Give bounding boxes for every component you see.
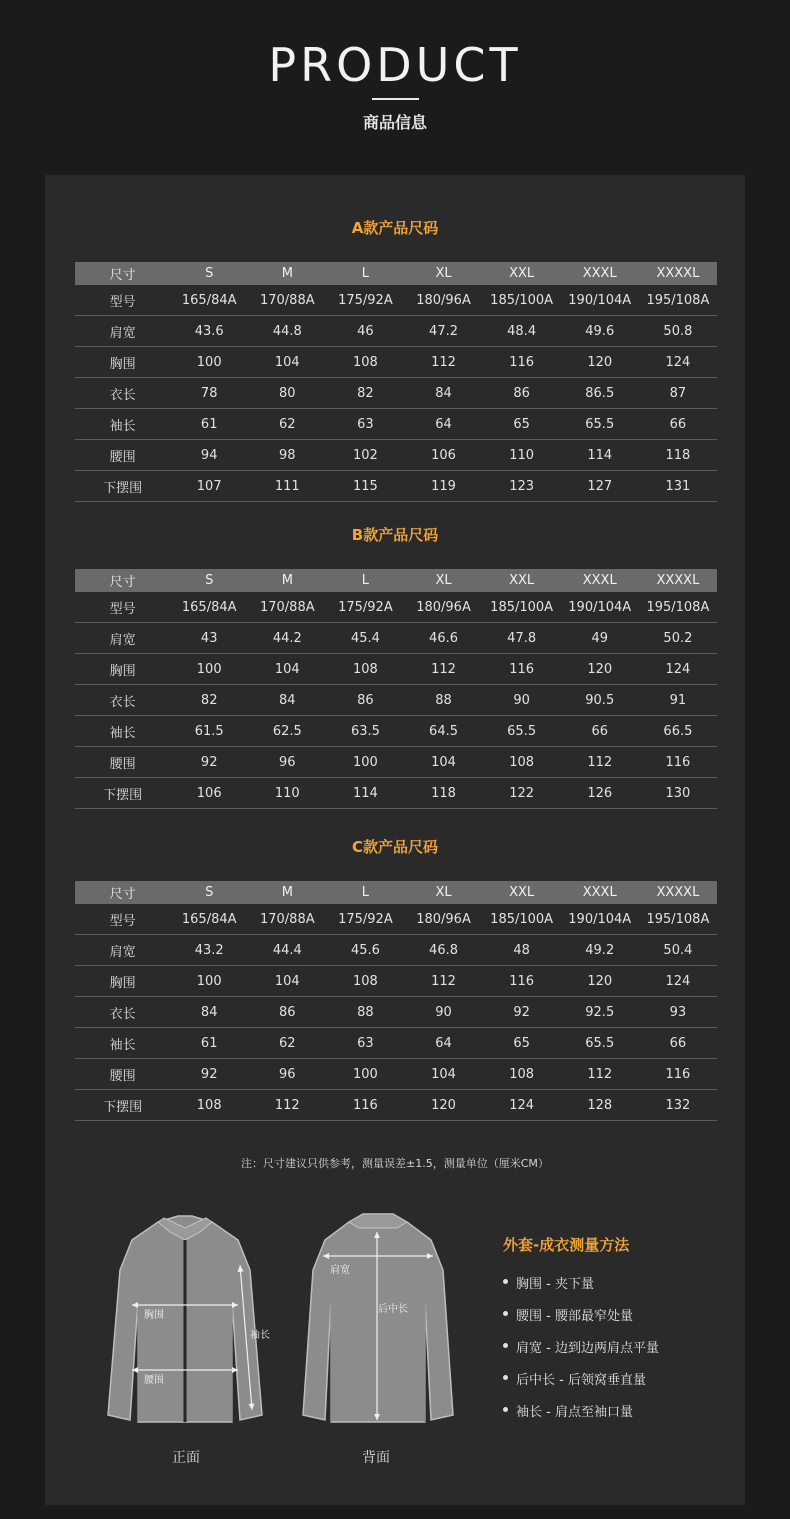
table-cell: 195/108A: [639, 904, 717, 935]
table-cell: 86: [326, 685, 404, 716]
page-title: PRODUCT: [268, 38, 522, 92]
row-label: 袖长: [75, 409, 170, 440]
table-cell: 50.2: [639, 623, 717, 654]
page-header: [0, 0, 790, 175]
table-cell: 84: [248, 685, 326, 716]
size-table-b: [75, 569, 717, 809]
table-cell: 47.8: [483, 623, 561, 654]
table-cell: 65.5: [483, 716, 561, 747]
table-cell: 88: [326, 997, 404, 1028]
row-label: 胸围: [75, 966, 170, 997]
table-cell: 118: [639, 440, 717, 471]
table-cell: 93: [639, 997, 717, 1028]
table-cell: 108: [326, 654, 404, 685]
table-cell: 88: [404, 685, 482, 716]
table-cell: 86.5: [561, 378, 639, 409]
row-label: 肩宽: [75, 316, 170, 347]
table-cell: 120: [404, 1090, 482, 1121]
table-cell: 119: [404, 471, 482, 502]
table-cell: 63: [326, 409, 404, 440]
table-cell: 66: [639, 409, 717, 440]
table-cell: 116: [483, 966, 561, 997]
row-label: 肩宽: [75, 935, 170, 966]
table-cell: 131: [639, 471, 717, 502]
column-header: L: [326, 262, 404, 285]
table-cell: 61.5: [170, 716, 248, 747]
column-header: M: [248, 262, 326, 285]
size-table-a: [75, 262, 717, 502]
row-label: 衣长: [75, 997, 170, 1028]
table-cell: 63: [326, 1028, 404, 1059]
table-cell: 50.4: [639, 935, 717, 966]
row-label: 袖长: [75, 716, 170, 747]
table-cell: 45.4: [326, 623, 404, 654]
table-cell: 66.5: [639, 716, 717, 747]
table-cell: 170/88A: [248, 285, 326, 316]
size-table-c: [75, 881, 717, 1121]
table-row: [75, 440, 717, 471]
table-row: [75, 747, 717, 778]
bullet-icon: [503, 1407, 508, 1412]
table-cell: 98: [248, 440, 326, 471]
table-cell: 112: [404, 347, 482, 378]
table-cell: 86: [248, 997, 326, 1028]
table-cell: 66: [561, 716, 639, 747]
table-cell: 126: [561, 778, 639, 809]
table-cell: 65.5: [561, 1028, 639, 1059]
table-cell: 47.2: [404, 316, 482, 347]
method-item: 后中长 - 后领窝垂直量: [503, 1369, 659, 1401]
method-list: [503, 1273, 659, 1433]
table-row: [75, 685, 717, 716]
table-cell: 46: [326, 316, 404, 347]
table-cell: 65: [483, 1028, 561, 1059]
table-cell: 114: [326, 778, 404, 809]
table-cell: 110: [248, 778, 326, 809]
column-header: 尺寸: [75, 569, 170, 592]
table-cell: 43: [170, 623, 248, 654]
table-cell: 62: [248, 409, 326, 440]
table-row: [75, 285, 717, 316]
table-cell: 78: [170, 378, 248, 409]
column-header: 尺寸: [75, 262, 170, 285]
table-cell: 110: [483, 440, 561, 471]
method-title: 外套-成衣测量方法: [503, 1236, 630, 1254]
table-cell: 127: [561, 471, 639, 502]
table-cell: 46.6: [404, 623, 482, 654]
table-cell: 104: [248, 347, 326, 378]
table-row: [75, 966, 717, 997]
title-divider: [372, 98, 419, 100]
table-row: [75, 654, 717, 685]
table-cell: 170/88A: [248, 904, 326, 935]
column-header: XXL: [483, 881, 561, 904]
table-cell: 116: [483, 347, 561, 378]
table-row: [75, 316, 717, 347]
table-cell: 65: [483, 409, 561, 440]
column-header: XXL: [483, 262, 561, 285]
table-row: [75, 378, 717, 409]
table-cell: 90.5: [561, 685, 639, 716]
table-cell: 185/100A: [483, 904, 561, 935]
row-label: 衣长: [75, 685, 170, 716]
page-subtitle: 商品信息: [362, 113, 427, 132]
table-cell: 165/84A: [170, 592, 248, 623]
table-cell: 108: [483, 1059, 561, 1090]
bullet-icon: [503, 1311, 508, 1316]
table-cell: 190/104A: [561, 285, 639, 316]
table-cell: 104: [404, 747, 482, 778]
table-cell: 195/108A: [639, 592, 717, 623]
table-cell: 175/92A: [326, 904, 404, 935]
row-label: 腰围: [75, 747, 170, 778]
table-cell: 43.6: [170, 316, 248, 347]
column-header: XXXL: [561, 262, 639, 285]
row-label: 下摆围: [75, 1090, 170, 1121]
method-item: 肩宽 - 边到边两肩点平量: [503, 1337, 659, 1369]
table-cell: 92: [483, 997, 561, 1028]
table-cell: 122: [483, 778, 561, 809]
row-label: 胸围: [75, 654, 170, 685]
table-cell: 102: [326, 440, 404, 471]
column-header: L: [326, 881, 404, 904]
table-row: [75, 935, 717, 966]
table-cell: 180/96A: [404, 592, 482, 623]
bullet-icon: [503, 1279, 508, 1284]
table-row: [75, 1090, 717, 1121]
table-cell: 43.2: [170, 935, 248, 966]
table-cell: 44.2: [248, 623, 326, 654]
table-cell: 130: [639, 778, 717, 809]
back-caption: 背面: [362, 1450, 390, 1466]
front-caption: 正面: [172, 1450, 200, 1466]
table-row: [75, 997, 717, 1028]
column-header: XXXXL: [639, 569, 717, 592]
table-cell: 124: [639, 347, 717, 378]
table-cell: 100: [170, 654, 248, 685]
table-cell: 46.8: [404, 935, 482, 966]
table-row: [75, 1059, 717, 1090]
table-cell: 120: [561, 966, 639, 997]
table-cell: 49.6: [561, 316, 639, 347]
table-cell: 48.4: [483, 316, 561, 347]
table-cell: 92.5: [561, 997, 639, 1028]
column-header: XL: [404, 881, 482, 904]
table-cell: 64: [404, 409, 482, 440]
table-cell: 80: [248, 378, 326, 409]
table-row: [75, 1028, 717, 1059]
table-cell: 108: [170, 1090, 248, 1121]
table-cell: 104: [248, 966, 326, 997]
table-row: [75, 592, 717, 623]
table-cell: 120: [561, 347, 639, 378]
table-cell: 64: [404, 1028, 482, 1059]
column-header: M: [248, 881, 326, 904]
front-sleeve-label: 袖长: [250, 1330, 270, 1341]
column-header: S: [170, 569, 248, 592]
table-cell: 49: [561, 623, 639, 654]
column-header: XL: [404, 569, 482, 592]
table-cell: 124: [639, 966, 717, 997]
row-label: 下摆围: [75, 778, 170, 809]
table-row: [75, 904, 717, 935]
table-cell: 190/104A: [561, 904, 639, 935]
table-cell: 112: [248, 1090, 326, 1121]
table-row: [75, 347, 717, 378]
table-cell: 195/108A: [639, 285, 717, 316]
table-cell: 185/100A: [483, 285, 561, 316]
table-cell: 61: [170, 1028, 248, 1059]
row-label: 袖长: [75, 1028, 170, 1059]
table-cell: 82: [326, 378, 404, 409]
table-cell: 107: [170, 471, 248, 502]
method-item: 袖长 - 肩点至袖口量: [503, 1401, 659, 1433]
table-cell: 180/96A: [404, 285, 482, 316]
table-cell: 86: [483, 378, 561, 409]
table-cell: 115: [326, 471, 404, 502]
row-label: 肩宽: [75, 623, 170, 654]
bullet-icon: [503, 1375, 508, 1380]
jacket-front-illustration: [100, 1210, 270, 1440]
table-cell: 50.8: [639, 316, 717, 347]
table-header-row: [75, 569, 717, 592]
table-cell: 44.4: [248, 935, 326, 966]
table-cell: 106: [404, 440, 482, 471]
table-cell: 108: [326, 347, 404, 378]
table-cell: 165/84A: [170, 904, 248, 935]
table-cell: 44.8: [248, 316, 326, 347]
row-label: 型号: [75, 285, 170, 316]
table-cell: 116: [483, 654, 561, 685]
column-header: XL: [404, 262, 482, 285]
table-cell: 104: [404, 1059, 482, 1090]
table-cell: 62.5: [248, 716, 326, 747]
column-header: M: [248, 569, 326, 592]
back-length-label: 后中长: [378, 1304, 408, 1315]
table-cell: 190/104A: [561, 592, 639, 623]
table-cell: 45.6: [326, 935, 404, 966]
table-cell: 48: [483, 935, 561, 966]
table-cell: 94: [170, 440, 248, 471]
method-item: 胸围 - 夹下量: [503, 1273, 659, 1305]
table-cell: 92: [170, 1059, 248, 1090]
table-cell: 92: [170, 747, 248, 778]
front-chest-label: 胸围: [144, 1310, 164, 1321]
table-cell: 108: [483, 747, 561, 778]
measurement-note: 注：尺寸建议只供参考，测量误差±1.5，测量单位（厘米CM）: [241, 1157, 549, 1170]
column-header: XXXXL: [639, 262, 717, 285]
table-cell: 90: [404, 997, 482, 1028]
row-label: 腰围: [75, 1059, 170, 1090]
table-row: [75, 778, 717, 809]
table-cell: 180/96A: [404, 904, 482, 935]
column-header: 尺寸: [75, 881, 170, 904]
method-item: 腰围 - 腰部最窄处量: [503, 1305, 659, 1337]
table-cell: 108: [326, 966, 404, 997]
table-cell: 49.2: [561, 935, 639, 966]
table-cell: 112: [561, 747, 639, 778]
table-cell: 114: [561, 440, 639, 471]
table-header-row: [75, 262, 717, 285]
table-cell: 61: [170, 409, 248, 440]
table-cell: 96: [248, 747, 326, 778]
table-cell: 116: [326, 1090, 404, 1121]
table-cell: 112: [404, 966, 482, 997]
row-label: 胸围: [75, 347, 170, 378]
row-label: 衣长: [75, 378, 170, 409]
table-cell: 100: [326, 1059, 404, 1090]
row-label: 腰围: [75, 440, 170, 471]
table-cell: 124: [483, 1090, 561, 1121]
table-header-row: [75, 881, 717, 904]
table-cell: 132: [639, 1090, 717, 1121]
table-cell: 112: [404, 654, 482, 685]
table-cell: 106: [170, 778, 248, 809]
table-b-title: B款产品尺码: [351, 526, 439, 544]
table-cell: 124: [639, 654, 717, 685]
column-header: XXL: [483, 569, 561, 592]
table-cell: 84: [404, 378, 482, 409]
table-cell: 175/92A: [326, 285, 404, 316]
column-header: XXXL: [561, 881, 639, 904]
table-cell: 66: [639, 1028, 717, 1059]
table-row: [75, 716, 717, 747]
table-cell: 170/88A: [248, 592, 326, 623]
bullet-icon: [503, 1343, 508, 1348]
table-cell: 120: [561, 654, 639, 685]
table-cell: 118: [404, 778, 482, 809]
column-header: S: [170, 262, 248, 285]
table-cell: 87: [639, 378, 717, 409]
table-cell: 64.5: [404, 716, 482, 747]
back-shoulder-label: 肩宽: [330, 1265, 350, 1276]
table-cell: 128: [561, 1090, 639, 1121]
table-cell: 62: [248, 1028, 326, 1059]
table-cell: 100: [326, 747, 404, 778]
column-header: S: [170, 881, 248, 904]
table-cell: 100: [170, 966, 248, 997]
table-cell: 104: [248, 654, 326, 685]
row-label: 型号: [75, 592, 170, 623]
column-header: XXXXL: [639, 881, 717, 904]
table-cell: 165/84A: [170, 285, 248, 316]
row-label: 型号: [75, 904, 170, 935]
table-cell: 91: [639, 685, 717, 716]
table-cell: 63.5: [326, 716, 404, 747]
table-cell: 175/92A: [326, 592, 404, 623]
row-label: 下摆围: [75, 471, 170, 502]
table-cell: 82: [170, 685, 248, 716]
column-header: L: [326, 569, 404, 592]
table-cell: 65.5: [561, 409, 639, 440]
table-cell: 116: [639, 1059, 717, 1090]
table-cell: 111: [248, 471, 326, 502]
table-cell: 90: [483, 685, 561, 716]
table-a-title: A款产品尺码: [351, 219, 439, 237]
table-cell: 116: [639, 747, 717, 778]
front-waist-label: 腰围: [144, 1375, 164, 1386]
table-c-title: C款产品尺码: [351, 838, 438, 856]
table-row: [75, 623, 717, 654]
table-row: [75, 471, 717, 502]
table-row: [75, 409, 717, 440]
table-cell: 100: [170, 347, 248, 378]
table-cell: 96: [248, 1059, 326, 1090]
table-cell: 123: [483, 471, 561, 502]
table-cell: 185/100A: [483, 592, 561, 623]
table-cell: 112: [561, 1059, 639, 1090]
table-cell: 84: [170, 997, 248, 1028]
jacket-back-illustration: [293, 1210, 463, 1440]
column-header: XXXL: [561, 569, 639, 592]
